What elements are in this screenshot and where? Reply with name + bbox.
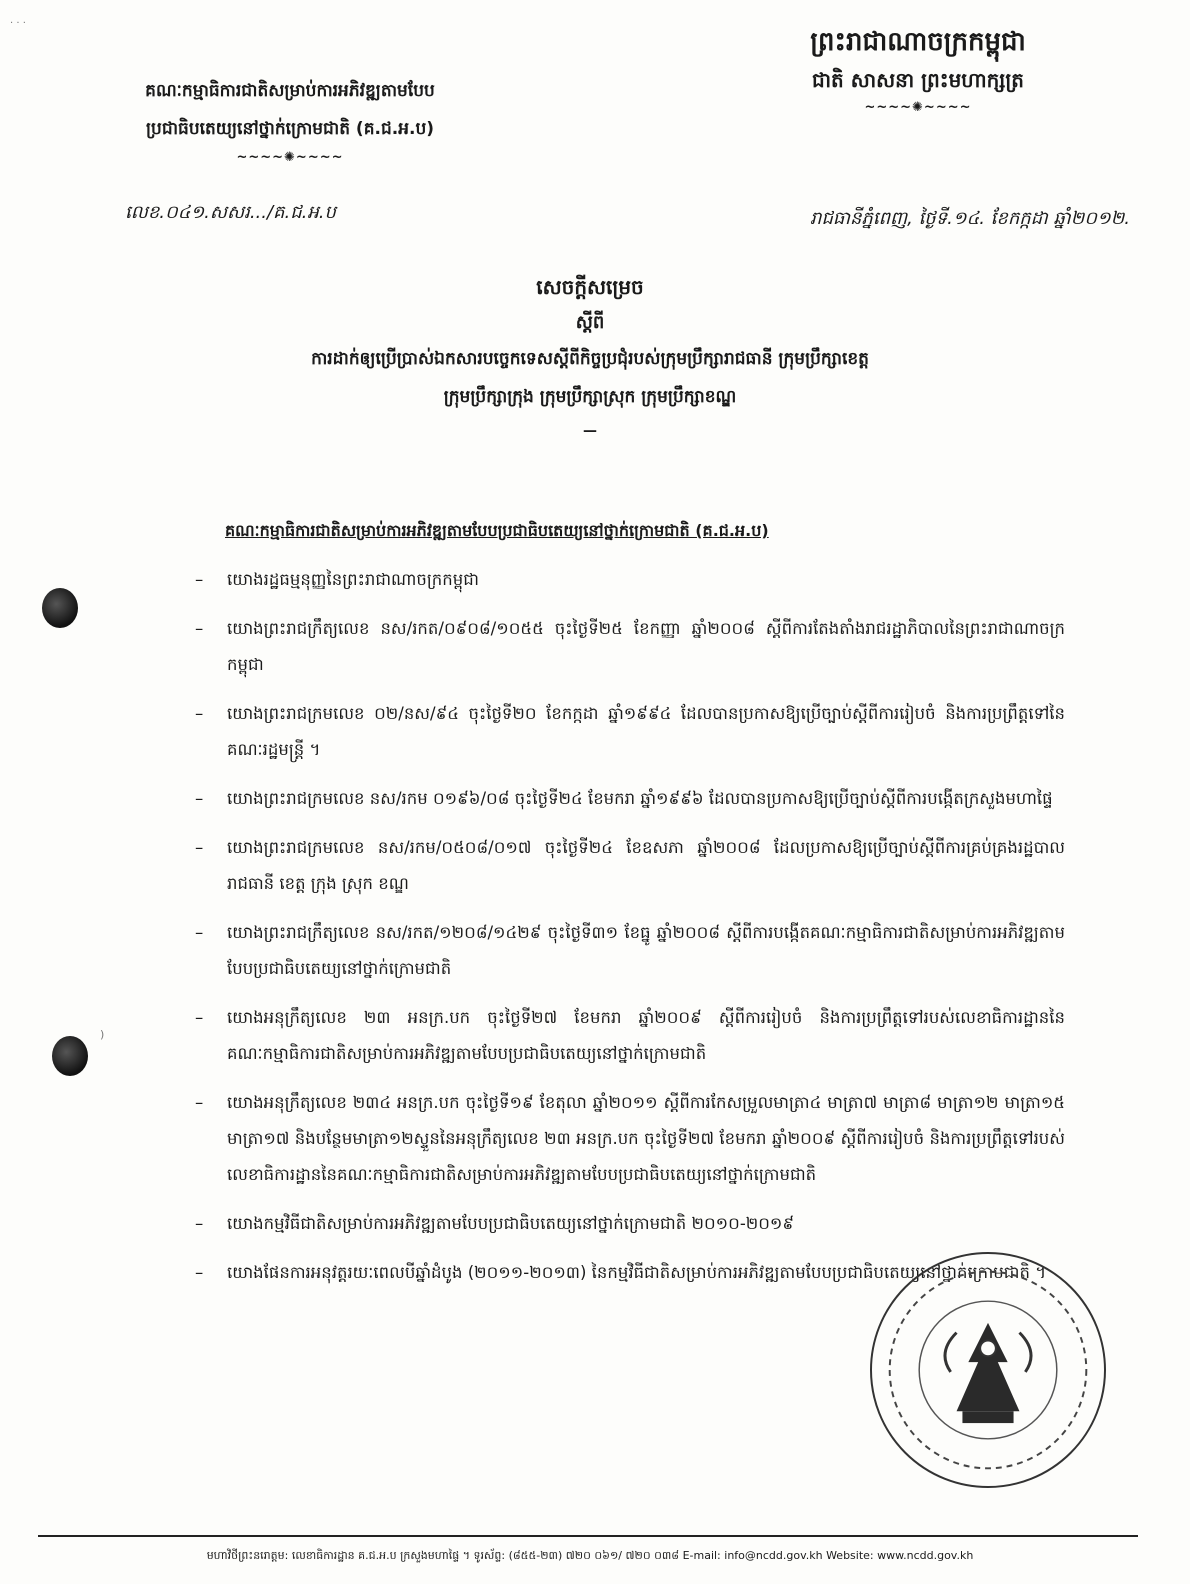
punch-hole bbox=[42, 588, 78, 628]
list-item: – យោងរដ្ឋធម្មនុញ្ញនៃព្រះរាជាណាចក្រកម្ពុជា bbox=[195, 570, 479, 589]
date-line: រាជធានីភ្នំពេញ, ថ្ងៃទី.១៤. ខែកក្កដា ឆ្នាំ២០១២. bbox=[810, 208, 1130, 229]
list-item: – យោងព្រះរាជក្រមលេខ នស/រកម ០១៩៦/០៨ ចុះថ្ងៃទី២៤ ខែមករា ឆ្នាំ១៩៩៦ ដែលបានប្រកាសឱ្យប្រើច្បាប់ស្តីពីការបង្កើតក្រសួងមហាផ្ទៃ bbox=[195, 789, 1053, 808]
list-item: – យោងអនុក្រឹត្យលេខ ២៣៤ អនក្រ.បក ចុះថ្ងៃទី១៩ ខែតុលា ឆ្នាំ២០១១ ស្តីពីការកែសម្រួលមាត្រា៤ មាត្រា៧ មាត្រា៨ មាត្រា១២ មាត្រា១៥ មាត្រា១៧ និងបន្ថែមមាត្រា១២ស្ទួននៃអនុក្រឹត្យលេខ ២៣ អនក្រ.បក ចុះថ្ងៃទី២៧ ខែមករា ឆ្នាំ២០០៩ ស្តីពីការរៀបចំ និងការប្រព្រឹត្តទៅរបស់លេខាធិការដ្ឋាននៃគណៈកម្មាធិការជាតិសម្រាប់ការអភិវឌ្ឍតាមបែបប្រជាធិបតេយ្យនៅថ្នាក់ក្រោមជាតិ bbox=[195, 1093, 1065, 1184]
reference-number: លេខ.០៤១.សសរ.../គ.ជ.អ.ប bbox=[125, 202, 336, 223]
issuing-body-header bbox=[60, 72, 520, 168]
ornament-divider: ~~~~✺~~~~ bbox=[236, 150, 344, 165]
ornament-divider: ~~~~✺~~~~ bbox=[864, 100, 972, 115]
list-item: – យោងព្រះរាជក្រឹត្យលេខ នស/រកត/០៩០៨/១០៥៥ ចុះថ្ងៃទី២៥ ខែកញ្ញា ឆ្នាំ២០០៨ ស្តីពីការតែងតាំងរាជរដ្ឋាភិបាលនៃព្រះរាជាណាចក្រកម្ពុជា bbox=[195, 619, 1065, 674]
official-seal-stamp bbox=[870, 1252, 1106, 1488]
subject-line-2: ក្រុមប្រឹក្សាក្រុង ក្រុមប្រឹក្សាស្រុក ក្រុមប្រឹក្សាខណ្ឌ bbox=[443, 387, 737, 407]
footer-divider bbox=[38, 1535, 1138, 1537]
clause-text: យោងអនុក្រឹត្យលេខ ២៣ អនក្រ.បក ចុះថ្ងៃទី២៧ ខែមករា ឆ្នាំ២០០៩ ស្តីពីការរៀបចំ និងការប្រព្រឹត្តទៅរបស់លេខាធិការដ្ឋាននៃគណៈកម្មាធិការជាតិសម្រាប់ការអភិវឌ្ឍតាមបែបប្រជាធិបតេយ្យនៅថ្នាក់ក្រោមជាតិ bbox=[227, 1008, 1065, 1063]
clause-text: យោងព្រះរាជក្រមលេខ ០២/នស/៩៤ ចុះថ្ងៃទី២០ ខែកក្កដា ឆ្នាំ១៩៩៤ ដែលបានប្រកាសឱ្យប្រើច្បាប់ស្តីពីការរៀបចំ និងការប្រព្រឹត្តទៅនៃគណៈរដ្ឋមន្ត្រី ។ bbox=[227, 704, 1065, 759]
clause-text: យោងព្រះរាជក្រឹត្យលេខ នស/រកត/០៩០៨/១០៥៥ ចុះថ្ងៃទី២៥ ខែកញ្ញា ឆ្នាំ២០០៨ ស្តីពីការតែងតាំងរាជរដ្ឋាភិបាលនៃព្រះរាជាណាចក្រកម្ពុជា bbox=[227, 619, 1065, 674]
scan-speck: ) bbox=[100, 1028, 105, 1041]
national-motto: ជាតិ សាសនា ព្រះមហាក្សត្រ bbox=[812, 68, 1024, 92]
about-label: ស្តីពី bbox=[575, 312, 605, 333]
title-separator: — bbox=[583, 423, 597, 439]
preamble-clauses bbox=[195, 562, 1065, 1304]
subject-line-1: ការដាក់ឲ្យប្រើប្រាស់ឯកសារបច្ចេកទេសស្តីពីកិច្ចប្រជុំរបស់ក្រុមប្រឹក្សារាជធានី ក្រុមប្រឹក្សាខេត្ត bbox=[311, 349, 869, 369]
clause-text: យោងកម្មវិធីជាតិសម្រាប់ការអភិវឌ្ឍតាមបែបប្រជាធិបតេយ្យនៅថ្នាក់ក្រោមជាតិ ២០១០-២០១៩ bbox=[227, 1214, 795, 1233]
issuing-authority: គណៈកម្មាធិការជាតិសម្រាប់ការអភិវឌ្ឍតាមបែបប្រជាធិបតេយ្យនៅថ្នាក់ក្រោមជាតិ (គ.ជ.អ.ប) bbox=[225, 521, 769, 540]
clause-text: យោងរដ្ឋធម្មនុញ្ញនៃព្រះរាជាណាចក្រកម្ពុជា bbox=[227, 570, 479, 589]
clause-text: យោងអនុក្រឹត្យលេខ ២៣៤ អនក្រ.បក ចុះថ្ងៃទី១៩ ខែតុលា ឆ្នាំ២០១១ ស្តីពីការកែសម្រួលមាត្រា៤ មាត្រា៧ មាត្រា៨ មាត្រា១២ មាត្រា១៥ មាត្រា១៧ និងបន្ថែមមាត្រា១២ស្ទួននៃអនុក្រឹត្យលេខ ២៣ អនក្រ.បក ចុះថ្ងៃទី២៧ ខែមករា ឆ្នាំ២០០៩ ស្តីពីការរៀបចំ និងការប្រព្រឹត្តទៅរបស់លេខាធិការដ្ឋាននៃគណៈកម្មាធិការជាតិសម្រាប់ការអភិវឌ្ឍតាមបែបប្រជាធិបតេយ្យនៅថ្នាក់ក្រោមជាតិ bbox=[227, 1093, 1065, 1184]
list-item: – យោងផែនការអនុវត្តរយៈពេលបីឆ្នាំដំបូង (២០១១-២០១៣) នៃកម្មវិធីជាតិសម្រាប់ការអភិវឌ្ឍតាមបែបប្រជាធិបតេយ្យនៅថ្នាក់ក្រោមជាតិ ។ bbox=[195, 1263, 1047, 1282]
clause-text: យោងផែនការអនុវត្តរយៈពេលបីឆ្នាំដំបូង (២០១១-២០១៣) នៃកម្មវិធីជាតិសម្រាប់ការអភិវឌ្ឍតាមបែបប្រជាធិបតេយ្យនៅថ្នាក់ក្រោមជាតិ ។ bbox=[227, 1263, 1047, 1282]
seal-emblem-icon bbox=[872, 1254, 1104, 1486]
kingdom-title: ព្រះរាជាណាចក្រកម្ពុជា bbox=[810, 27, 1026, 57]
punch-hole bbox=[52, 1036, 88, 1076]
issuing-body-line1: គណៈកម្មាធិការជាតិសម្រាប់ការអភិវឌ្ឍតាមបែប bbox=[145, 81, 435, 101]
document-type: សេចក្តីសម្រេច bbox=[536, 275, 644, 299]
clause-text: យោងព្រះរាជក្រឹត្យលេខ នស/រកត/១២០៨/១៤២៩ ចុះថ្ងៃទី៣១ ខែធ្នូ ឆ្នាំ២០០៨ ស្តីពីការបង្កើតគណៈកម្មាធិការជាតិសម្រាប់ការអភិវឌ្ឍតាមបែបប្រជាធិបតេយ្យនៅថ្នាក់ក្រោមជាតិ bbox=[227, 923, 1065, 978]
clause-text: យោងព្រះរាជក្រមលេខ នស/រកម ០១៩៦/០៨ ចុះថ្ងៃទី២៤ ខែមករា ឆ្នាំ១៩៩៦ ដែលបានប្រកាសឱ្យប្រើច្បាប់ស្តីពីការបង្កើតក្រសួងមហាផ្ទៃ bbox=[227, 789, 1053, 808]
list-item: – យោងព្រះរាជក្រមលេខ នស/រកម/០៥០៨/០១៧ ចុះថ្ងៃទី២៤ ខែឧសភា ឆ្នាំ២០០៨ ដែលប្រកាសឱ្យប្រើច្បាប់ស្តីពីការគ្រប់គ្រងរដ្ឋបាលរាជធានី ខេត្ត ក្រុង ស្រុក ខណ្ឌ bbox=[195, 838, 1065, 893]
clause-text: យោងព្រះរាជក្រមលេខ នស/រកម/០៥០៨/០១៧ ចុះថ្ងៃទី២៤ ខែឧសភា ឆ្នាំ២០០៨ ដែលប្រកាសឱ្យប្រើច្បាប់ស្តីពីការគ្រប់គ្រងរដ្ឋបាលរាជធានី ខេត្ត ក្រុង ស្រុក ខណ្ឌ bbox=[227, 838, 1065, 893]
footer-contact: មហាវិថីព្រះនរោត្តម: លេខាធិការដ្ឋាន គ.ជ.អ.ប ក្រសួងមហាផ្ទៃ ។ ទូរស័ព្ទ: (៨៥៥-២៣) ៧២០ ០៦១/ ៧២០ ០៣៨ E-mail: info@ncdd.gov.kh Website: www.ncdd.gov.kh bbox=[206, 1549, 974, 1562]
list-item: – យោងព្រះរាជក្រមលេខ ០២/នស/៩៤ ចុះថ្ងៃទី២០ ខែកក្កដា ឆ្នាំ១៩៩៤ ដែលបានប្រកាសឱ្យប្រើច្បាប់ស្តីពីការរៀបចំ និងការប្រព្រឹត្តទៅនៃគណៈរដ្ឋមន្ត្រី ។ bbox=[195, 704, 1065, 759]
scan-specks: · · · bbox=[10, 18, 26, 29]
issuing-body-line2: ប្រជាធិបតេយ្យនៅថ្នាក់ក្រោមជាតិ (គ.ជ.អ.ប) bbox=[145, 119, 435, 139]
list-item: – យោងកម្មវិធីជាតិសម្រាប់ការអភិវឌ្ឍតាមបែបប្រជាធិបតេយ្យនៅថ្នាក់ក្រោមជាតិ ២០១០-២០១៩ bbox=[195, 1214, 795, 1233]
list-item: – យោងអនុក្រឹត្យលេខ ២៣ អនក្រ.បក ចុះថ្ងៃទី២៧ ខែមករា ឆ្នាំ២០០៩ ស្តីពីការរៀបចំ និងការប្រព្រឹត្តទៅរបស់លេខាធិការដ្ឋាននៃគណៈកម្មាធិការជាតិសម្រាប់ការអភិវឌ្ឍតាមបែបប្រជាធិបតេយ្យនៅថ្នាក់ក្រោមជាតិ bbox=[195, 1008, 1065, 1063]
list-item: – យោងព្រះរាជក្រឹត្យលេខ នស/រកត/១២០៨/១៤២៩ ចុះថ្ងៃទី៣១ ខែធ្នូ ឆ្នាំ២០០៨ ស្តីពីការបង្កើតគណៈកម្មាធិការជាតិសម្រាប់ការអភិវឌ្ឍតាមបែបប្រជាធិបតេយ្យនៅថ្នាក់ក្រោមជាតិ bbox=[195, 923, 1065, 978]
kingdom-header bbox=[718, 22, 1118, 118]
document-title-block bbox=[140, 268, 1040, 446]
